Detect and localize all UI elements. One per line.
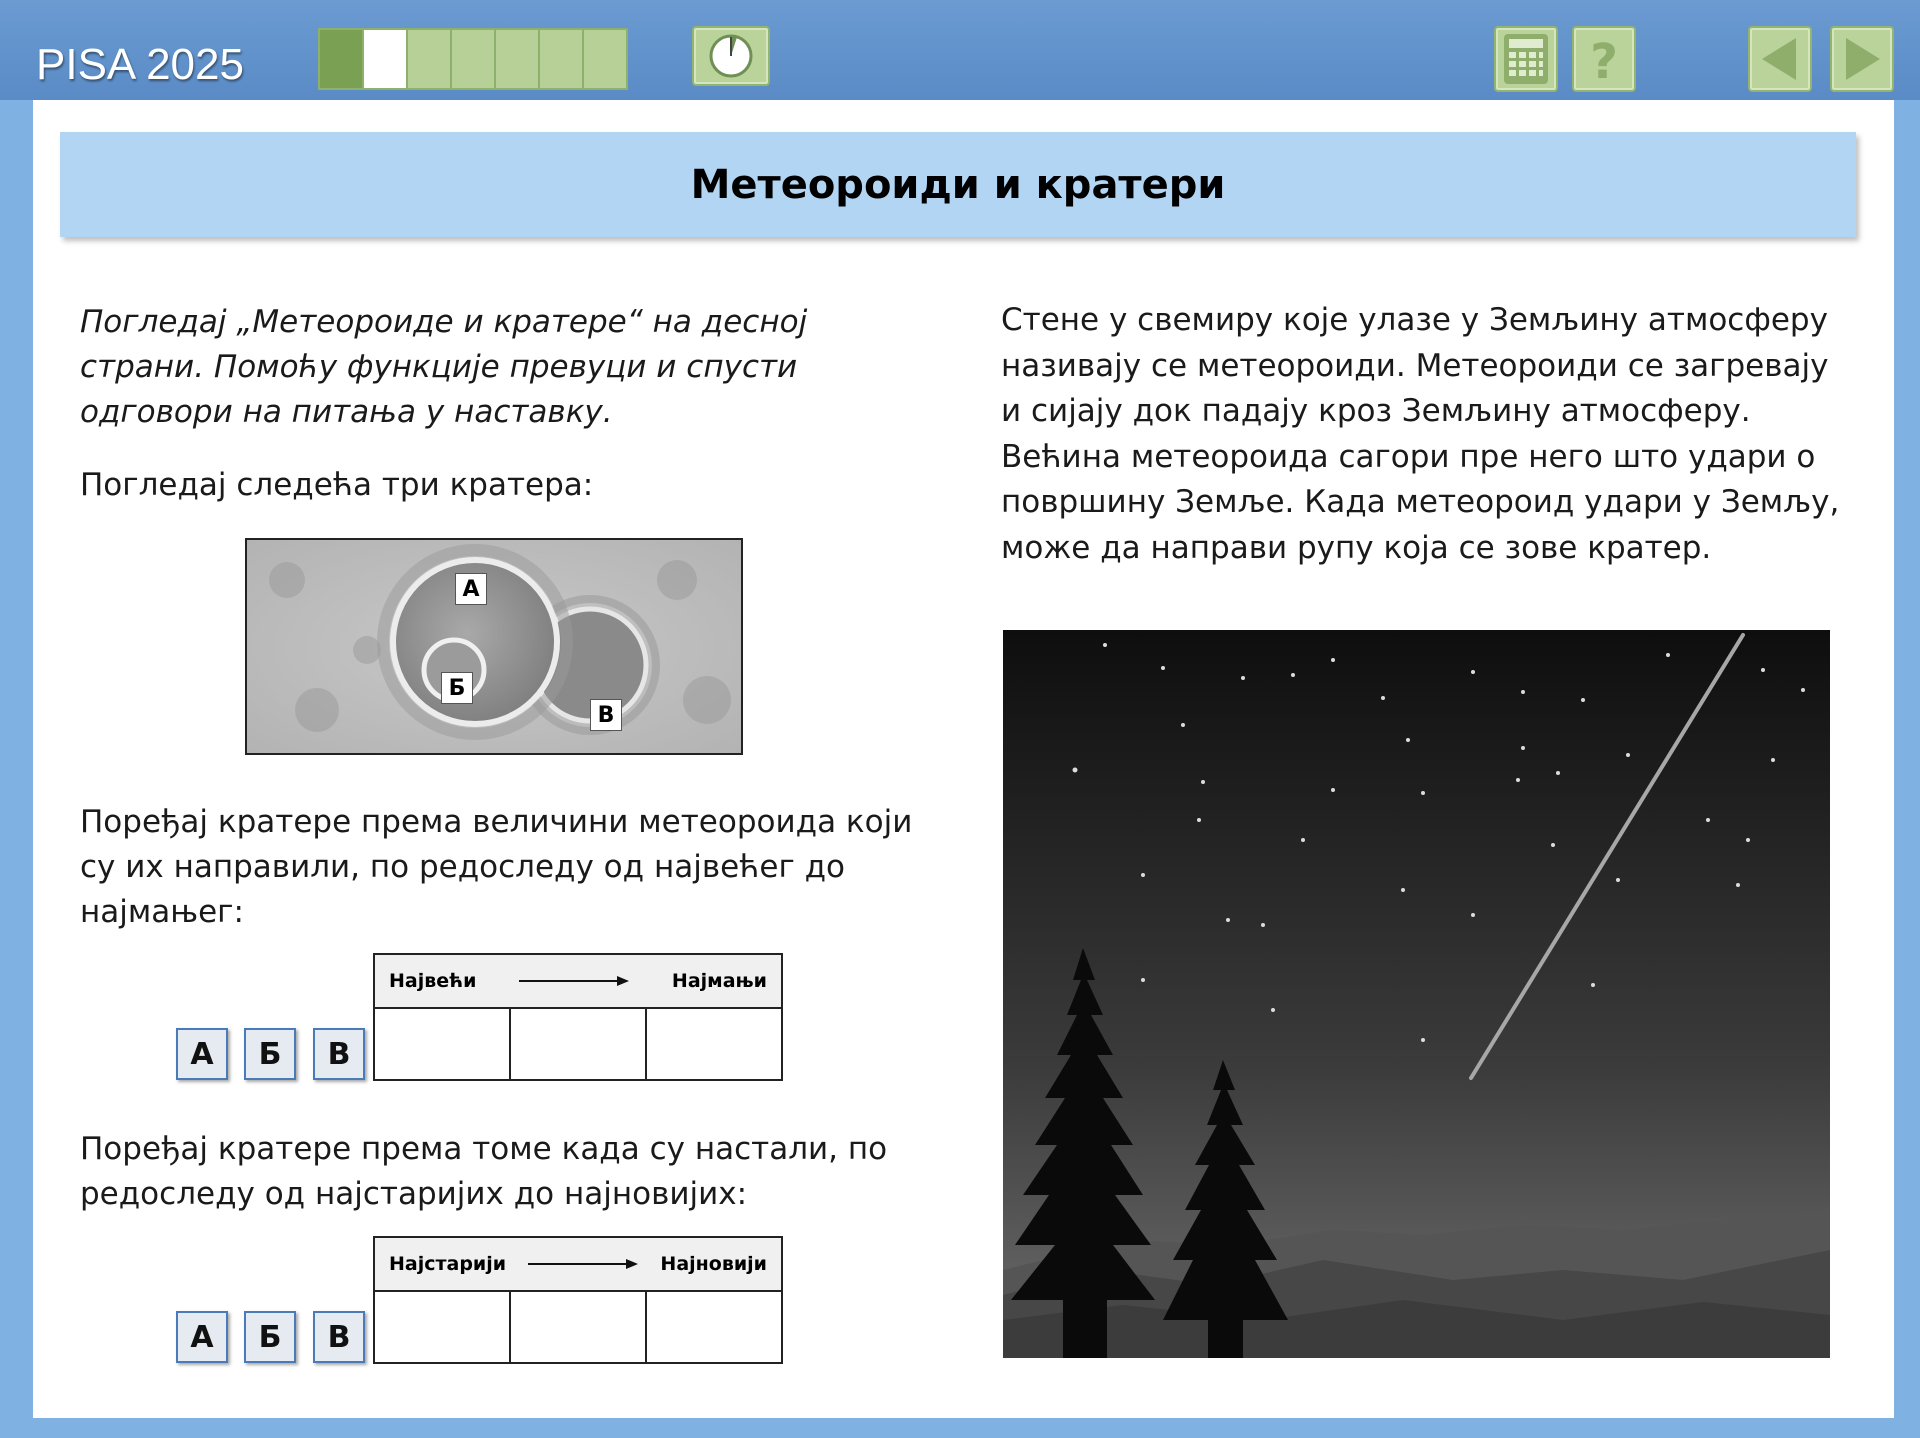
order-from-label: Најстарији	[389, 1253, 507, 1275]
progress-segment	[452, 30, 496, 88]
arrow-right-icon	[528, 1257, 638, 1271]
drag-tile-b-q2[interactable]: Б	[244, 1311, 296, 1363]
calculator-button[interactable]	[1494, 26, 1558, 92]
question-line: редоследу од најстаријих до најновијих:	[80, 1176, 748, 1212]
instruction-line: Погледај „Метеороиде и кратере“ на десној	[80, 304, 808, 340]
craters-image	[245, 538, 743, 755]
stimulus-line: може да направи рупу која се зове кратер.	[1001, 529, 1712, 566]
question-line: најмањег:	[80, 894, 244, 930]
brand-logo: PISA 2025	[36, 40, 244, 89]
next-arrow-icon	[1832, 28, 1892, 90]
crater-label-a: А	[455, 573, 487, 605]
timer-button[interactable]	[692, 26, 770, 86]
question-line: су их направили, по редоследу од највећег до	[80, 849, 845, 885]
stimulus-text	[1001, 298, 1839, 571]
drop-slot[interactable]	[646, 1008, 782, 1080]
progress-segment	[408, 30, 452, 88]
drag-tile-b-q1[interactable]: Б	[244, 1028, 296, 1080]
drop-slot[interactable]	[510, 1291, 646, 1363]
drag-tile-a-q2[interactable]: А	[176, 1311, 228, 1363]
order-table-header	[374, 1237, 782, 1291]
order-to-label: Најмањи	[671, 970, 767, 992]
question-1-text	[80, 800, 912, 935]
progress-segment	[320, 30, 364, 88]
drop-slot[interactable]	[374, 1291, 510, 1363]
unit-title-bar	[60, 132, 1856, 237]
order-table-size	[373, 953, 783, 1081]
stimulus-line: и сијају док падају кроз Земљину атмосферу.	[1001, 393, 1751, 429]
instruction-text	[80, 300, 807, 435]
look-text: Погледај следећа три кратера:	[80, 467, 594, 503]
crater-label-c: В	[590, 699, 622, 731]
help-button[interactable]	[1572, 26, 1636, 92]
stimulus-line: површину Земље. Када метеороид удари у Земљу,	[1001, 484, 1840, 520]
progress-segment	[540, 30, 584, 88]
stimulus-line: Већина метеороида сагори пре него што удари о	[1001, 438, 1816, 475]
svg-text:?: ?	[1590, 34, 1618, 90]
crater-label-b: Б	[441, 672, 473, 704]
drop-slot[interactable]	[510, 1008, 646, 1080]
progress-segment	[584, 30, 626, 88]
question-line: Поређај кратере према величини метеороида који	[80, 804, 913, 840]
unit-title: Метеороиди и кратери	[690, 161, 1226, 208]
progress-segment	[496, 30, 540, 88]
order-from-label: Највећи	[389, 970, 477, 992]
timer-icon	[694, 28, 768, 84]
calculator-icon	[1496, 28, 1556, 90]
drop-slot[interactable]	[374, 1008, 510, 1080]
back-arrow-icon	[1750, 28, 1810, 90]
drag-tile-c-q2[interactable]: В	[313, 1311, 365, 1363]
arrow-right-icon	[519, 974, 629, 988]
drag-tile-a-q1[interactable]: А	[176, 1028, 228, 1080]
order-table-age	[373, 1236, 783, 1364]
question-2-text	[80, 1127, 887, 1217]
instruction-line: страни. Помоћу функције превуци и спусти	[80, 349, 798, 385]
craters-figure	[247, 540, 741, 753]
progress-bar	[318, 28, 628, 90]
meteor-illustration	[1003, 630, 1830, 1358]
instruction-line: одговори на питања у наставку.	[80, 394, 613, 430]
progress-segment-current	[364, 30, 408, 88]
help-icon	[1574, 28, 1634, 90]
drop-slot[interactable]	[646, 1291, 782, 1363]
stimulus-line: Стене у свемиру које улазе у Земљину атмосферу	[1001, 302, 1828, 338]
order-to-label: Најновији	[660, 1253, 767, 1275]
next-button[interactable]	[1830, 26, 1894, 92]
top-bar	[0, 0, 1920, 100]
meteor-night-sky-image	[1003, 630, 1830, 1358]
drag-tile-c-q1[interactable]: В	[313, 1028, 365, 1080]
order-table-header	[374, 954, 782, 1008]
back-button[interactable]	[1748, 26, 1812, 92]
stimulus-line: називају се метеороиди. Метеороиди се загревају	[1001, 347, 1829, 384]
question-line: Поређај кратере према томе када су настали, по	[80, 1131, 888, 1167]
